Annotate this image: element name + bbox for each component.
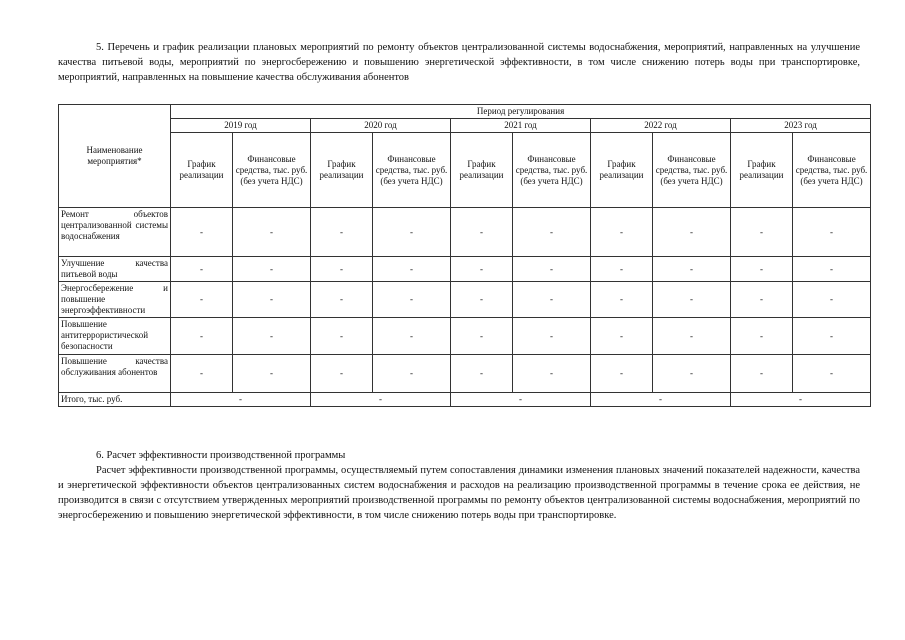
table-cell: - (793, 208, 871, 257)
table-cell: - (591, 257, 653, 282)
year-header: 2020 год (311, 119, 451, 133)
table-cell: - (171, 355, 233, 393)
total-cell: - (171, 393, 311, 407)
table-cell: - (451, 208, 513, 257)
table-cell: - (373, 257, 451, 282)
period-header: Период регулирования (171, 105, 871, 119)
table-cell: - (311, 318, 373, 355)
row-name: Ремонт объектов централизованной системы водоснабжения (59, 208, 171, 257)
table-cell: - (793, 318, 871, 355)
total-cell: - (451, 393, 591, 407)
table-cell: - (373, 282, 451, 318)
table-cell: - (653, 257, 731, 282)
table-cell: - (591, 318, 653, 355)
finance-subheader: Финансовые средства, тыс. руб. (без учета НДС) (793, 133, 871, 208)
table-cell: - (451, 318, 513, 355)
total-cell: - (731, 393, 871, 407)
name-header: Наименование мероприятия* (59, 105, 171, 208)
section-5-paragraph: 5. Перечень и график реализации плановых мероприятий по ремонту объектов централизованной системы водоснабжения, мероприятий, направленных на улучшение качества питьевой воды, мероприятий по энергосбережению и повышению энергетической эффективности, в том числе снижению потерь воды при транспортировке, мероприятий, направленных на повышение качества обслуживания абонентов (58, 42, 860, 83)
total-cell: - (591, 393, 731, 407)
table-cell: - (793, 282, 871, 318)
table-cell: - (731, 355, 793, 393)
table-cell: - (653, 355, 731, 393)
table-cell: - (731, 318, 793, 355)
total-row (59, 393, 871, 407)
table-cell: - (233, 282, 311, 318)
table-cell: - (451, 355, 513, 393)
table-cell: - (171, 257, 233, 282)
finance-subheader: Финансовые средства, тыс. руб. (без учета НДС) (233, 133, 311, 208)
table-cell: - (233, 208, 311, 257)
year-header: 2021 год (451, 119, 591, 133)
section-6-heading: 6. Расчет эффективности производственной программы (96, 450, 346, 461)
finance-subheader: Финансовые средства, тыс. руб. (без учета НДС) (653, 133, 731, 208)
table-cell: - (513, 282, 591, 318)
year-header: 2019 год (171, 119, 311, 133)
table-cell: - (311, 208, 373, 257)
table-cell: - (653, 282, 731, 318)
table-cell: - (731, 208, 793, 257)
section-6-paragraph: Расчет эффективности производственной программы, осуществляемый путем сопоставления динамики изменения плановых значений показателей надежности, качества и энергетической эффективности объектов централизованных систем водоснабжения и расходов на реализацию производственной программы в течение срока ее действия, не производится в связи с отсутствием утвержденных мероприятий производственной программы по ремонту объектов централизованной системы водоснабжения, мероприятий по энергосбережению и повышению энергетической эффективности, в том числе снижению потерь воды при транспортировке. (58, 465, 860, 521)
finance-subheader: Финансовые средства, тыс. руб. (без учета НДС) (373, 133, 451, 208)
table-cell: - (793, 257, 871, 282)
table-cell: - (373, 318, 451, 355)
table-cell: - (171, 208, 233, 257)
table-cell: - (373, 355, 451, 393)
schedule-subheader: График реализации (591, 133, 653, 208)
table-cell: - (451, 257, 513, 282)
table-cell: - (513, 355, 591, 393)
table-cell: - (451, 282, 513, 318)
row-name: Улучшение качества питьевой воды (59, 257, 171, 282)
row-name: Энергосбережение и повышение энергоэффективности (59, 282, 171, 318)
schedule-subheader: График реализации (731, 133, 793, 208)
row-name: Повышение антитеррористической безопасности (59, 318, 171, 355)
finance-subheader: Финансовые средства, тыс. руб. (без учета НДС) (513, 133, 591, 208)
events-schedule-table (58, 104, 871, 407)
table-cell: - (591, 208, 653, 257)
table-cell: - (311, 257, 373, 282)
year-header: 2022 год (591, 119, 731, 133)
table-row (59, 355, 871, 393)
table-cell: - (373, 208, 451, 257)
table-cell: - (731, 282, 793, 318)
schedule-subheader: График реализации (311, 133, 373, 208)
table-cell: - (793, 355, 871, 393)
table-cell: - (731, 257, 793, 282)
table-cell: - (233, 318, 311, 355)
schedule-subheader: График реализации (171, 133, 233, 208)
table-cell: - (171, 282, 233, 318)
table-cell: - (311, 355, 373, 393)
table-cell: - (171, 318, 233, 355)
table-cell: - (653, 318, 731, 355)
table-cell: - (513, 318, 591, 355)
table-row (59, 257, 871, 282)
row-name: Повышение качества обслуживания абонентов (59, 355, 171, 393)
table-cell: - (653, 208, 731, 257)
table-cell: - (233, 257, 311, 282)
total-label: Итого, тыс. руб. (59, 393, 171, 407)
table-row (59, 282, 871, 318)
table-cell: - (311, 282, 373, 318)
table-cell: - (513, 208, 591, 257)
schedule-subheader: График реализации (451, 133, 513, 208)
table-row (59, 318, 871, 355)
table-cell: - (591, 282, 653, 318)
table-cell: - (591, 355, 653, 393)
year-header: 2023 год (731, 119, 871, 133)
table-cell: - (513, 257, 591, 282)
table-cell: - (233, 355, 311, 393)
total-cell: - (311, 393, 451, 407)
table-row (59, 208, 871, 257)
